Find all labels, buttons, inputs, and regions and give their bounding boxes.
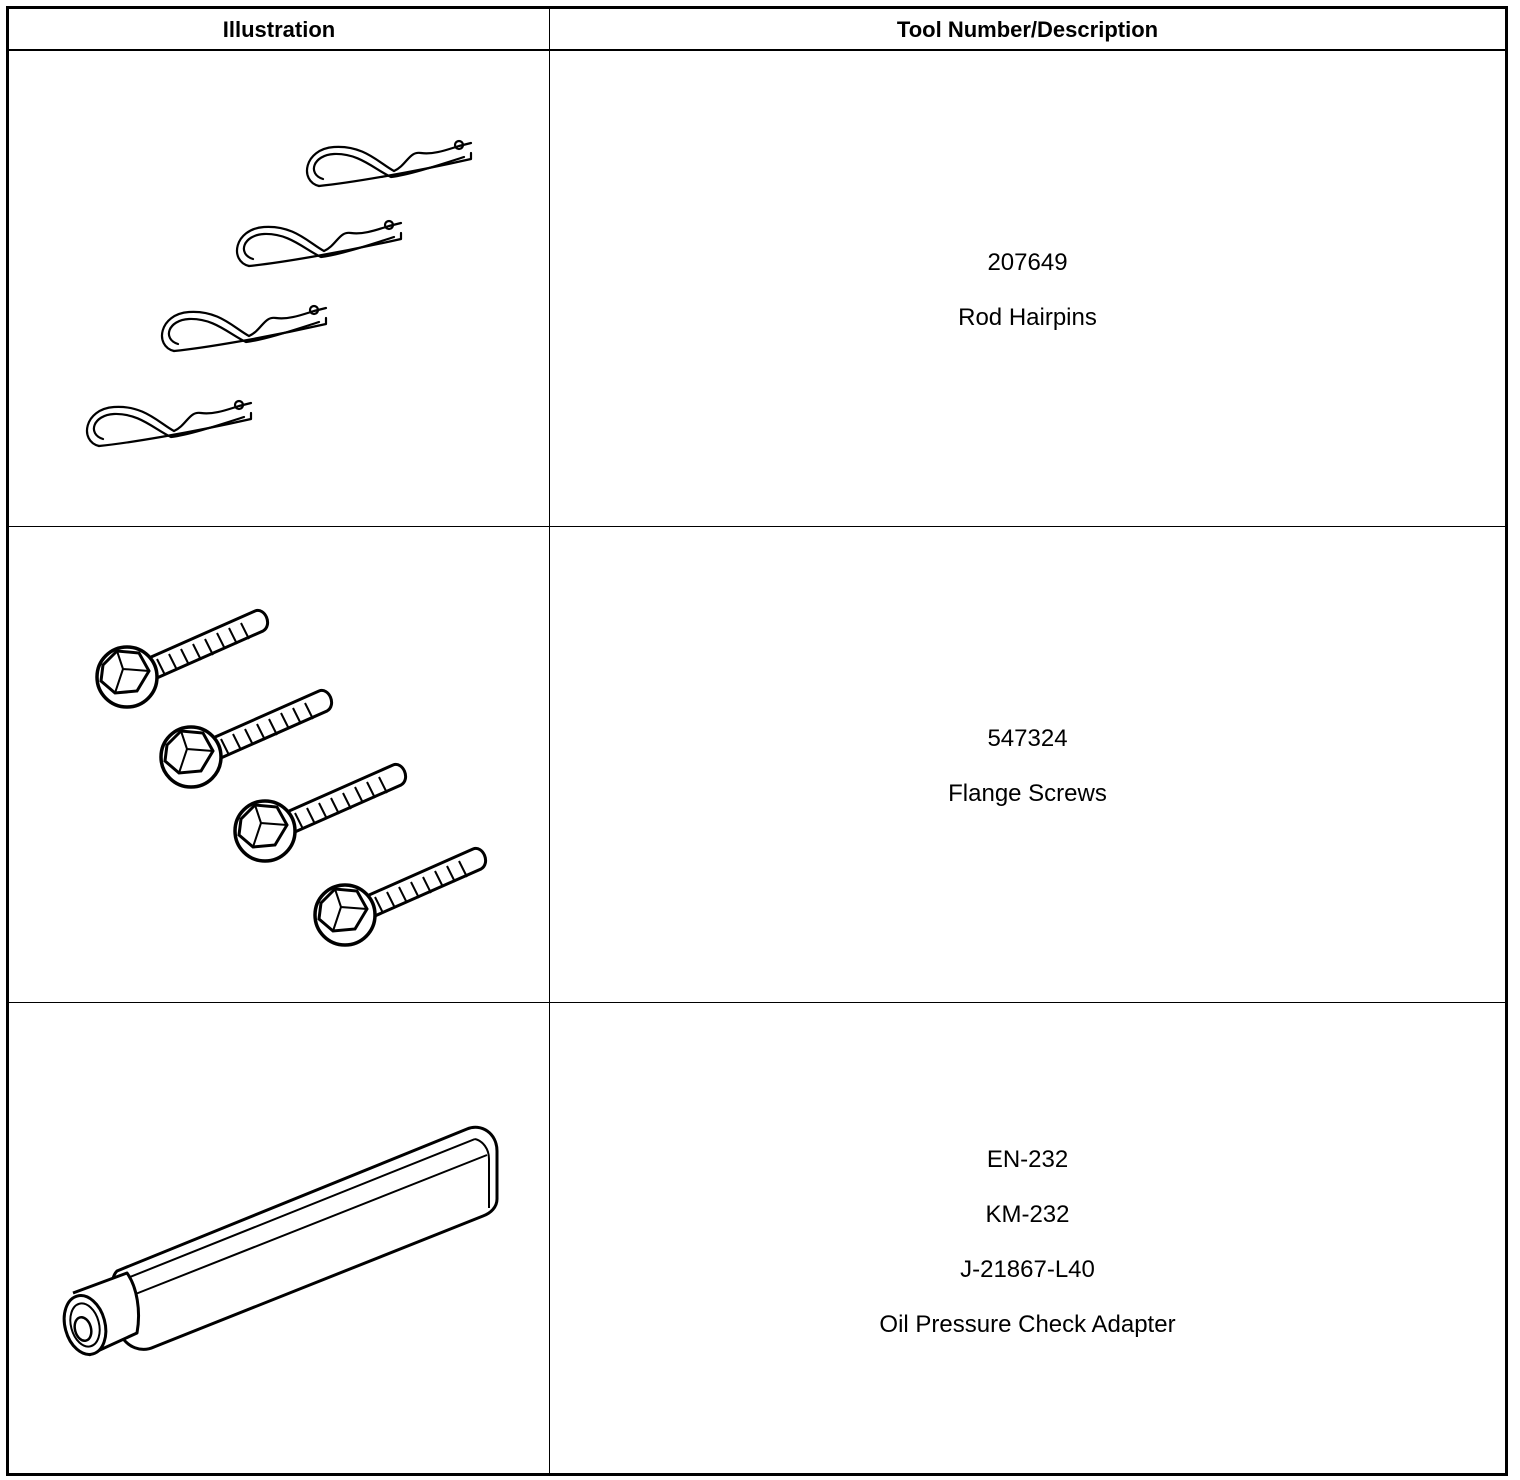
tool-description: Rod Hairpins: [958, 304, 1097, 331]
tool-description-cell: [550, 527, 1505, 1002]
illustration-cell: [9, 527, 549, 1002]
table-row: [9, 1003, 1505, 1473]
tool-number: 547324: [987, 725, 1068, 752]
tool-number: EN-232: [986, 1146, 1069, 1173]
table-row: [9, 51, 1505, 527]
tool-description-cell: [550, 1003, 1505, 1473]
illustration-cell: [9, 1003, 549, 1473]
header-illustration: Illustration: [222, 17, 336, 42]
tool-number: J-21867-L40: [960, 1256, 1095, 1283]
tool-table: [6, 6, 1508, 1476]
flange-screws-icon: [9, 527, 549, 1003]
oil-pressure-adapter-icon: [9, 1003, 549, 1473]
illustration-cell: [9, 51, 549, 526]
tool-description: Oil Pressure Check Adapter: [879, 1311, 1176, 1338]
tool-description: Flange Screws: [948, 780, 1107, 807]
table-header: [9, 9, 1505, 51]
table-row: [9, 527, 1505, 1003]
tool-number: KM-232: [985, 1201, 1070, 1228]
rod-hairpins-icon: [9, 51, 549, 527]
header-tool-description: Tool Number/Description: [896, 17, 1159, 42]
tool-number: 207649: [987, 249, 1068, 276]
tool-description-cell: [550, 51, 1505, 526]
